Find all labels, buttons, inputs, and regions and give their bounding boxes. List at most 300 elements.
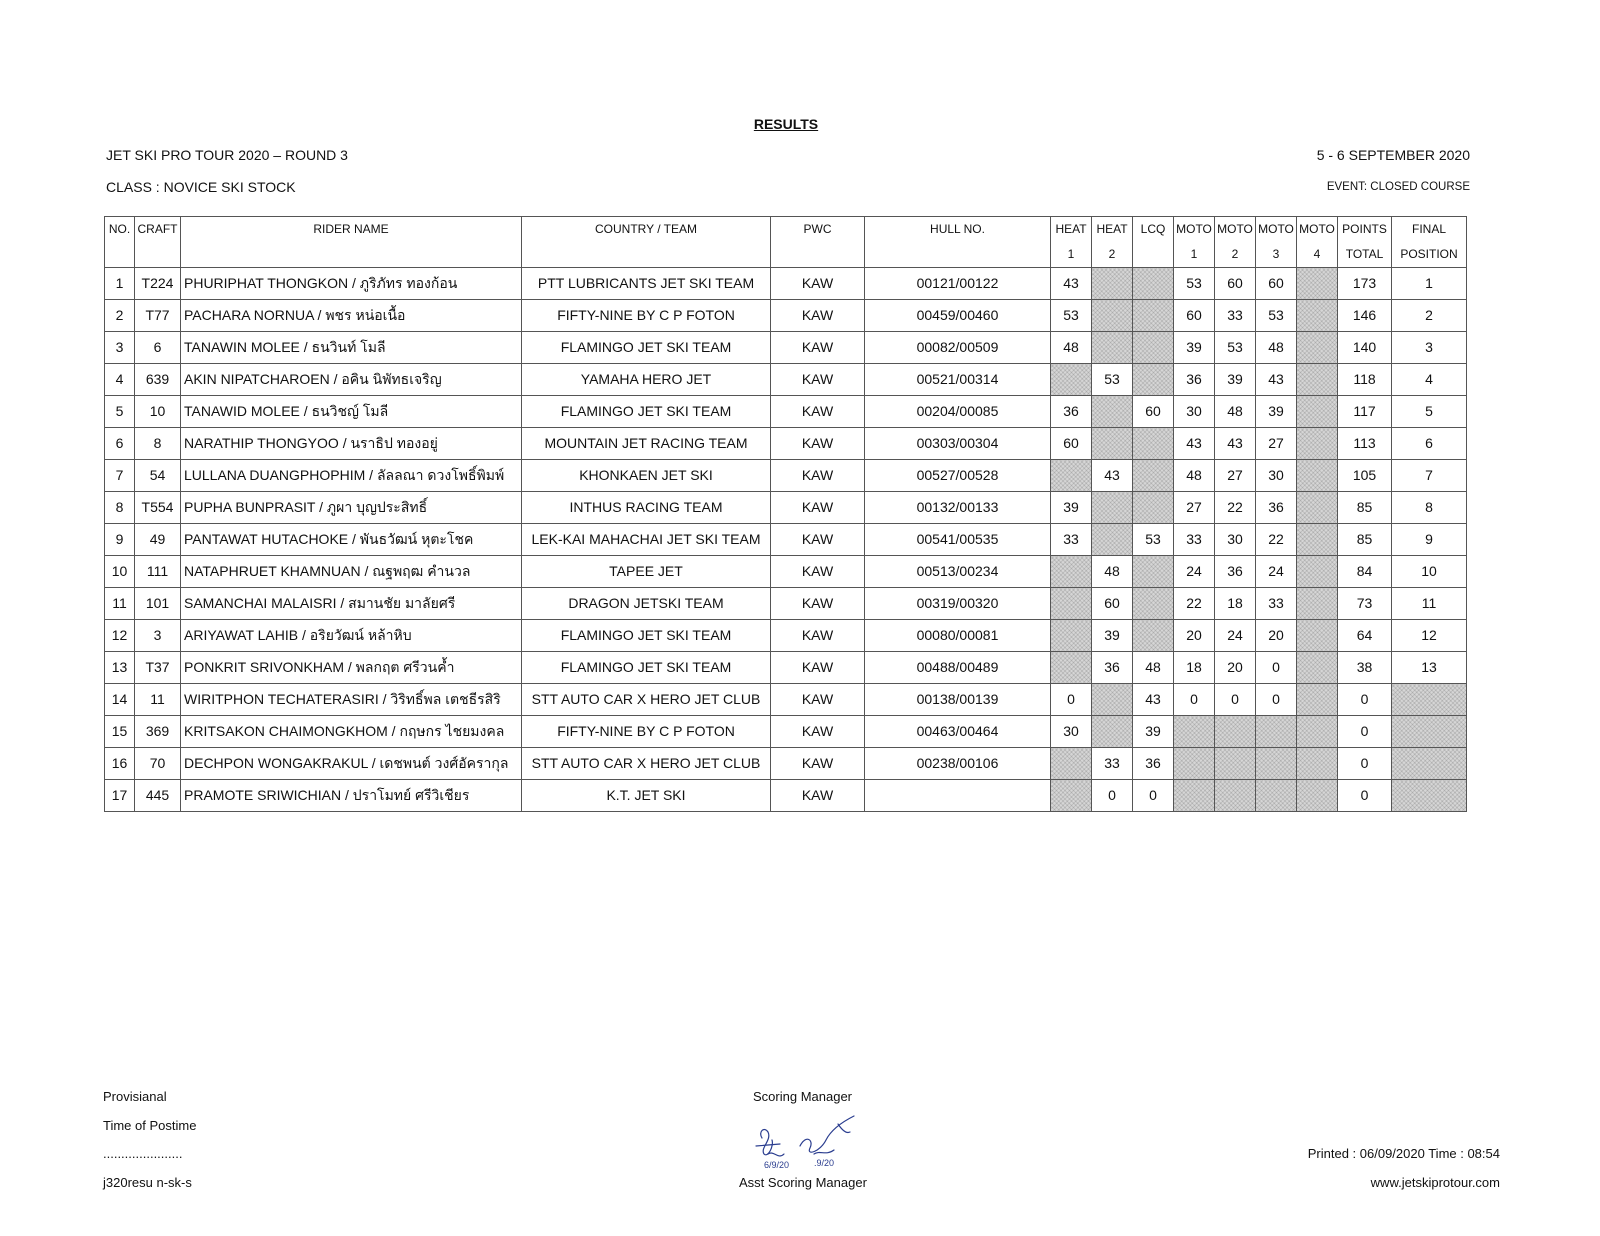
cell-points-total: 118: [1338, 364, 1392, 396]
cell-final-position: 4: [1392, 364, 1467, 396]
cell-rider-name: WIRITPHON TECHATERASIRI / วิริทธิ์พล เตชธีรสิริ: [181, 684, 522, 716]
cell-rider-name: DECHPON WONGAKRAKUL / เดชพนต์ วงศ์อัครากุล: [181, 748, 522, 780]
column-header-points-total: [1338, 217, 1392, 268]
cell-heat-1: 43: [1051, 268, 1092, 300]
cell-pwc: KAW: [771, 716, 865, 748]
column-header-lcq: [1133, 217, 1174, 268]
cell-rider-name: PONKRIT SRIVONKHAM / พลกฤต ศรีวนค้ำ: [181, 652, 522, 684]
column-header-label: RIDER NAME: [313, 222, 389, 236]
cell-rider-name: PACHARA NORNUA / พชร หน่อเนื้อ: [181, 300, 522, 332]
printed-timestamp: Printed : 06/09/2020 Time : 08:54: [1307, 1146, 1500, 1161]
event-dates: 5 - 6 SEPTEMBER 2020: [1316, 147, 1470, 163]
cell-lcq: [1133, 460, 1174, 492]
cell-heat-1: 60: [1051, 428, 1092, 460]
cell-moto-3: 43: [1256, 364, 1297, 396]
cell-hull-no: 00132/00133: [865, 492, 1051, 524]
file-code: j320resu n-sk-s: [103, 1175, 192, 1190]
cell-pwc: KAW: [771, 428, 865, 460]
cell-pwc: KAW: [771, 588, 865, 620]
cell-heat-1: [1051, 364, 1092, 396]
cell-heat-2: [1092, 492, 1133, 524]
cell-moto-1: 0: [1174, 684, 1215, 716]
cell-heat-1: 30: [1051, 716, 1092, 748]
cell-moto-1: 53: [1174, 268, 1215, 300]
cell-moto-4: [1297, 300, 1338, 332]
cell-rider-name: KRITSAKON CHAIMONGKHOM / กฤษกร ไชยมงคล: [181, 716, 522, 748]
cell-final-position: 8: [1392, 492, 1467, 524]
cell-craft: 11: [135, 684, 181, 716]
cell-hull-no: 00459/00460: [865, 300, 1051, 332]
table-row: [105, 748, 1467, 780]
cell-heat-2: 36: [1092, 652, 1133, 684]
cell-moto-1: 24: [1174, 556, 1215, 588]
cell-points-total: 113: [1338, 428, 1392, 460]
cell-points-total: 146: [1338, 300, 1392, 332]
cell-pwc: KAW: [771, 268, 865, 300]
cell-craft: 445: [135, 780, 181, 812]
cell-no: 6: [105, 428, 135, 460]
cell-lcq: 0: [1133, 780, 1174, 812]
column-header-label: HULL NO.: [930, 222, 985, 236]
column-header-sublabel: 3: [1272, 247, 1280, 261]
cell-moto-1: 39: [1174, 332, 1215, 364]
cell-moto-2: 27: [1215, 460, 1256, 492]
cell-moto-2: 36: [1215, 556, 1256, 588]
cell-moto-2: 24: [1215, 620, 1256, 652]
cell-moto-2: 39: [1215, 364, 1256, 396]
cell-points-total: 84: [1338, 556, 1392, 588]
cell-points-total: 140: [1338, 332, 1392, 364]
cell-hull-no: 00138/00139: [865, 684, 1051, 716]
cell-heat-2: 39: [1092, 620, 1133, 652]
cell-moto-3: 0: [1256, 684, 1297, 716]
provisional-label: Provisianal: [103, 1089, 167, 1104]
cell-pwc: KAW: [771, 396, 865, 428]
cell-final-position: [1392, 780, 1467, 812]
cell-hull-no: 00204/00085: [865, 396, 1051, 428]
cell-lcq: 53: [1133, 524, 1174, 556]
cell-craft: T77: [135, 300, 181, 332]
cell-country-team: STT AUTO CAR X HERO JET CLUB: [522, 748, 771, 780]
cell-points-total: 73: [1338, 588, 1392, 620]
cell-moto-2: 0: [1215, 684, 1256, 716]
column-header-sublabel: [522, 242, 770, 267]
cell-moto-3: 20: [1256, 620, 1297, 652]
cell-final-position: 9: [1392, 524, 1467, 556]
cell-moto-4: [1297, 652, 1338, 684]
table-row: [105, 364, 1467, 396]
cell-hull-no: 00527/00528: [865, 460, 1051, 492]
cell-pwc: KAW: [771, 556, 865, 588]
cell-rider-name: LULLANA DUANGPHOPHIM / ลัลลณา ดวงโพธิ์พิมพ์: [181, 460, 522, 492]
cell-lcq: 39: [1133, 716, 1174, 748]
cell-heat-2: [1092, 428, 1133, 460]
cell-moto-1: 20: [1174, 620, 1215, 652]
cell-rider-name: SAMANCHAI MALAISRI / สมานชัย มาลัยศรี: [181, 588, 522, 620]
cell-heat-2: 43: [1092, 460, 1133, 492]
cell-pwc: KAW: [771, 492, 865, 524]
cell-lcq: [1133, 492, 1174, 524]
column-header-heat-1: [1051, 217, 1092, 268]
cell-moto-4: [1297, 492, 1338, 524]
cell-moto-1: 30: [1174, 396, 1215, 428]
cell-craft: 111: [135, 556, 181, 588]
cell-country-team: DRAGON JETSKI TEAM: [522, 588, 771, 620]
cell-heat-2: 60: [1092, 588, 1133, 620]
cell-final-position: [1392, 684, 1467, 716]
cell-moto-3: 53: [1256, 300, 1297, 332]
cell-moto-2: 22: [1215, 492, 1256, 524]
cell-final-position: 6: [1392, 428, 1467, 460]
cell-pwc: KAW: [771, 780, 865, 812]
column-header-sublabel: [771, 242, 864, 267]
cell-country-team: KHONKAEN JET SKI: [522, 460, 771, 492]
event-type: EVENT: CLOSED COURSE: [1326, 181, 1470, 193]
cell-no: 16: [105, 748, 135, 780]
table-row: [105, 268, 1467, 300]
cell-moto-3: 60: [1256, 268, 1297, 300]
cell-hull-no: 00513/00234: [865, 556, 1051, 588]
table-row: [105, 588, 1467, 620]
cell-final-position: 13: [1392, 652, 1467, 684]
cell-points-total: 0: [1338, 716, 1392, 748]
cell-pwc: KAW: [771, 524, 865, 556]
cell-no: 3: [105, 332, 135, 364]
column-header-label: POINTS: [1342, 222, 1387, 236]
cell-heat-2: [1092, 268, 1133, 300]
cell-pwc: KAW: [771, 748, 865, 780]
cell-no: 14: [105, 684, 135, 716]
cell-moto-3: [1256, 780, 1297, 812]
cell-country-team: FLAMINGO JET SKI TEAM: [522, 620, 771, 652]
cell-lcq: [1133, 588, 1174, 620]
cell-points-total: 0: [1338, 748, 1392, 780]
svg-text:.9/20: .9/20: [814, 1158, 835, 1168]
column-header-label: COUNTRY / TEAM: [594, 222, 698, 236]
cell-country-team: LEK-KAI MAHACHAI JET SKI TEAM: [522, 524, 771, 556]
cell-moto-4: [1297, 396, 1338, 428]
cell-craft: 10: [135, 396, 181, 428]
column-header-label: LCQ: [1140, 222, 1166, 236]
cell-lcq: [1133, 428, 1174, 460]
cell-final-position: 1: [1392, 268, 1467, 300]
cell-moto-3: 24: [1256, 556, 1297, 588]
cell-heat-1: [1051, 780, 1092, 812]
cell-moto-1: 33: [1174, 524, 1215, 556]
cell-lcq: 48: [1133, 652, 1174, 684]
cell-no: 8: [105, 492, 135, 524]
cell-lcq: 43: [1133, 684, 1174, 716]
column-header-sublabel: 2: [1231, 247, 1239, 261]
cell-moto-4: [1297, 588, 1338, 620]
cell-moto-4: [1297, 780, 1338, 812]
cell-hull-no: 00080/00081: [865, 620, 1051, 652]
cell-moto-3: [1256, 748, 1297, 780]
cell-heat-1: [1051, 748, 1092, 780]
cell-rider-name: NARATHIP THONGYOO / นราธิป ทองอยู่: [181, 428, 522, 460]
column-header-label: PWC: [803, 222, 832, 236]
cell-lcq: 60: [1133, 396, 1174, 428]
cell-heat-2: 33: [1092, 748, 1133, 780]
cell-no: 10: [105, 556, 135, 588]
cell-points-total: 85: [1338, 524, 1392, 556]
cell-hull-no: 00541/00535: [865, 524, 1051, 556]
cell-heat-1: [1051, 652, 1092, 684]
column-header-label: FINAL: [1411, 222, 1446, 236]
cell-heat-1: [1051, 556, 1092, 588]
svg-text:6/9/20: 6/9/20: [764, 1160, 790, 1170]
cell-craft: 101: [135, 588, 181, 620]
table-row: [105, 652, 1467, 684]
column-header-sublabel: [181, 242, 521, 267]
cell-craft: 54: [135, 460, 181, 492]
cell-points-total: 0: [1338, 780, 1392, 812]
column-header-sublabel: [135, 242, 180, 267]
column-header-label: CRAFT: [137, 222, 178, 236]
cell-rider-name: PUPHA BUNPRASIT / ภูผา บุญประสิทธิ์: [181, 492, 522, 524]
column-header-final-position: [1392, 217, 1467, 268]
cell-moto-2: [1215, 780, 1256, 812]
cell-no: 15: [105, 716, 135, 748]
cell-moto-2: 60: [1215, 268, 1256, 300]
cell-final-position: 2: [1392, 300, 1467, 332]
cell-moto-1: [1174, 716, 1215, 748]
column-header-sublabel: [865, 242, 1050, 267]
scoring-manager-label: Scoring Manager: [753, 1089, 852, 1104]
class-line: CLASS : NOVICE SKI STOCK: [106, 179, 296, 195]
cell-hull-no: [865, 780, 1051, 812]
cell-hull-no: 00121/00122: [865, 268, 1051, 300]
column-header-moto-3: [1256, 217, 1297, 268]
cell-moto-4: [1297, 268, 1338, 300]
cell-heat-2: 53: [1092, 364, 1133, 396]
cell-no: 5: [105, 396, 135, 428]
cell-final-position: [1392, 748, 1467, 780]
cell-craft: 3: [135, 620, 181, 652]
cell-country-team: TAPEE JET: [522, 556, 771, 588]
table-row: [105, 524, 1467, 556]
cell-hull-no: 00082/00509: [865, 332, 1051, 364]
cell-heat-2: 0: [1092, 780, 1133, 812]
cell-moto-2: 48: [1215, 396, 1256, 428]
cell-moto-3: 27: [1256, 428, 1297, 460]
cell-rider-name: TANAWIN MOLEE / ธนวินท์ โมลี: [181, 332, 522, 364]
cell-points-total: 38: [1338, 652, 1392, 684]
table-header-row: [105, 217, 1467, 268]
cell-points-total: 85: [1338, 492, 1392, 524]
cell-heat-1: [1051, 460, 1092, 492]
event-name: JET SKI PRO TOUR 2020 – ROUND 3: [106, 147, 348, 163]
time-of-postime-label: Time of Postime: [103, 1118, 197, 1133]
cell-moto-4: [1297, 428, 1338, 460]
results-title: RESULTS: [753, 116, 819, 132]
cell-heat-1: [1051, 620, 1092, 652]
cell-country-team: PTT LUBRICANTS JET SKI TEAM: [522, 268, 771, 300]
table-body: [105, 268, 1467, 812]
cell-no: 1: [105, 268, 135, 300]
cell-no: 9: [105, 524, 135, 556]
cell-points-total: 105: [1338, 460, 1392, 492]
cell-heat-1: 39: [1051, 492, 1092, 524]
column-header-label: MOTO: [1176, 222, 1212, 236]
results-table: [104, 216, 1467, 812]
cell-moto-3: 33: [1256, 588, 1297, 620]
cell-lcq: [1133, 300, 1174, 332]
column-header-moto-4: [1297, 217, 1338, 268]
cell-pwc: KAW: [771, 652, 865, 684]
cell-rider-name: AKIN NIPATCHAROEN / อคิน นิพัทธเจริญ: [181, 364, 522, 396]
cell-heat-1: [1051, 588, 1092, 620]
cell-heat-2: [1092, 332, 1133, 364]
cell-country-team: INTHUS RACING TEAM: [522, 492, 771, 524]
cell-pwc: KAW: [771, 364, 865, 396]
table-row: [105, 684, 1467, 716]
cell-country-team: FIFTY-NINE BY C P FOTON: [522, 716, 771, 748]
cell-country-team: FLAMINGO JET SKI TEAM: [522, 396, 771, 428]
cell-hull-no: 00319/00320: [865, 588, 1051, 620]
cell-moto-4: [1297, 556, 1338, 588]
cell-rider-name: PRAMOTE SRIWICHIAN / ปราโมทย์ ศรีวิเชียร: [181, 780, 522, 812]
cell-craft: 8: [135, 428, 181, 460]
cell-heat-1: 36: [1051, 396, 1092, 428]
cell-country-team: MOUNTAIN JET RACING TEAM: [522, 428, 771, 460]
cell-points-total: 173: [1338, 268, 1392, 300]
cell-moto-1: 22: [1174, 588, 1215, 620]
table-row: [105, 780, 1467, 812]
cell-final-position: 7: [1392, 460, 1467, 492]
column-header-sublabel: 2: [1108, 247, 1116, 261]
cell-heat-2: [1092, 684, 1133, 716]
cell-final-position: 12: [1392, 620, 1467, 652]
column-header-label: MOTO: [1217, 222, 1253, 236]
cell-craft: 49: [135, 524, 181, 556]
cell-moto-2: 53: [1215, 332, 1256, 364]
column-header-label: HEAT: [1096, 222, 1128, 236]
table-row: [105, 716, 1467, 748]
cell-moto-2: 33: [1215, 300, 1256, 332]
cell-rider-name: TANAWID MOLEE / ธนวิชญ์ โมลี: [181, 396, 522, 428]
website-url: www.jetskiprotour.com: [1370, 1175, 1500, 1190]
column-header-sublabel: TOTAL: [1345, 247, 1384, 261]
cell-final-position: 10: [1392, 556, 1467, 588]
column-header-sublabel: 1: [1067, 247, 1075, 261]
cell-hull-no: 00488/00489: [865, 652, 1051, 684]
cell-country-team: YAMAHA HERO JET: [522, 364, 771, 396]
cell-lcq: 36: [1133, 748, 1174, 780]
cell-rider-name: PHURIPHAT THONGKON / ภูริภัทร ทองก้อน: [181, 268, 522, 300]
cell-moto-4: [1297, 524, 1338, 556]
cell-moto-3: 0: [1256, 652, 1297, 684]
cell-moto-1: 43: [1174, 428, 1215, 460]
cell-lcq: [1133, 268, 1174, 300]
cell-moto-2: 30: [1215, 524, 1256, 556]
table-row: [105, 620, 1467, 652]
cell-moto-3: 22: [1256, 524, 1297, 556]
cell-heat-1: 33: [1051, 524, 1092, 556]
cell-pwc: KAW: [771, 620, 865, 652]
cell-no: 2: [105, 300, 135, 332]
column-header-label: MOTO: [1258, 222, 1294, 236]
column-header-label: MOTO: [1299, 222, 1335, 236]
cell-moto-3: [1256, 716, 1297, 748]
column-header-country-team: [522, 217, 771, 268]
cell-moto-1: [1174, 748, 1215, 780]
cell-lcq: [1133, 620, 1174, 652]
cell-heat-1: 0: [1051, 684, 1092, 716]
cell-country-team: FLAMINGO JET SKI TEAM: [522, 652, 771, 684]
cell-craft: 639: [135, 364, 181, 396]
cell-moto-1: 48: [1174, 460, 1215, 492]
cell-lcq: [1133, 556, 1174, 588]
table-row: [105, 300, 1467, 332]
cell-moto-4: [1297, 332, 1338, 364]
cell-country-team: FIFTY-NINE BY C P FOTON: [522, 300, 771, 332]
cell-hull-no: 00521/00314: [865, 364, 1051, 396]
cell-heat-2: [1092, 396, 1133, 428]
cell-pwc: KAW: [771, 684, 865, 716]
cell-moto-2: [1215, 716, 1256, 748]
cell-moto-4: [1297, 364, 1338, 396]
cell-moto-4: [1297, 716, 1338, 748]
cell-moto-2: 18: [1215, 588, 1256, 620]
cell-moto-1: 60: [1174, 300, 1215, 332]
cell-lcq: [1133, 332, 1174, 364]
column-header-craft: [135, 217, 181, 268]
signature-dots: ......................: [103, 1146, 183, 1161]
cell-no: 7: [105, 460, 135, 492]
cell-moto-3: 30: [1256, 460, 1297, 492]
table-row: [105, 492, 1467, 524]
cell-country-team: K.T. JET SKI: [522, 780, 771, 812]
column-header-label: NO.: [108, 222, 131, 236]
cell-pwc: KAW: [771, 300, 865, 332]
column-header-no: [105, 217, 135, 268]
cell-rider-name: ARIYAWAT LAHIB / อริยวัฒน์ หล้าหิบ: [181, 620, 522, 652]
cell-final-position: 3: [1392, 332, 1467, 364]
table-row: [105, 332, 1467, 364]
cell-craft: T224: [135, 268, 181, 300]
cell-craft: 70: [135, 748, 181, 780]
column-header-pwc: [771, 217, 865, 268]
cell-craft: 6: [135, 332, 181, 364]
cell-moto-1: 36: [1174, 364, 1215, 396]
column-header-sublabel: [1133, 242, 1173, 267]
cell-moto-3: 48: [1256, 332, 1297, 364]
column-header-hull-no: [865, 217, 1051, 268]
cell-country-team: STT AUTO CAR X HERO JET CLUB: [522, 684, 771, 716]
cell-heat-2: 48: [1092, 556, 1133, 588]
cell-hull-no: 00238/00106: [865, 748, 1051, 780]
table-row: [105, 396, 1467, 428]
asst-scoring-manager-label: Asst Scoring Manager: [739, 1175, 867, 1190]
cell-moto-1: 27: [1174, 492, 1215, 524]
cell-pwc: KAW: [771, 460, 865, 492]
cell-heat-1: 53: [1051, 300, 1092, 332]
cell-rider-name: NATAPHRUET KHAMNUAN / ณฐพฤฒ คำนวล: [181, 556, 522, 588]
cell-no: 13: [105, 652, 135, 684]
column-header-moto-2: [1215, 217, 1256, 268]
cell-heat-2: [1092, 300, 1133, 332]
column-header-sublabel: POSITION: [1400, 247, 1458, 261]
column-header-heat-2: [1092, 217, 1133, 268]
cell-pwc: KAW: [771, 332, 865, 364]
cell-moto-4: [1297, 620, 1338, 652]
signature-image: [750, 1110, 860, 1172]
cell-no: 12: [105, 620, 135, 652]
cell-points-total: 117: [1338, 396, 1392, 428]
cell-moto-3: 36: [1256, 492, 1297, 524]
cell-rider-name: PANTAWAT HUTACHOKE / พันธวัฒน์ หุตะโชค: [181, 524, 522, 556]
